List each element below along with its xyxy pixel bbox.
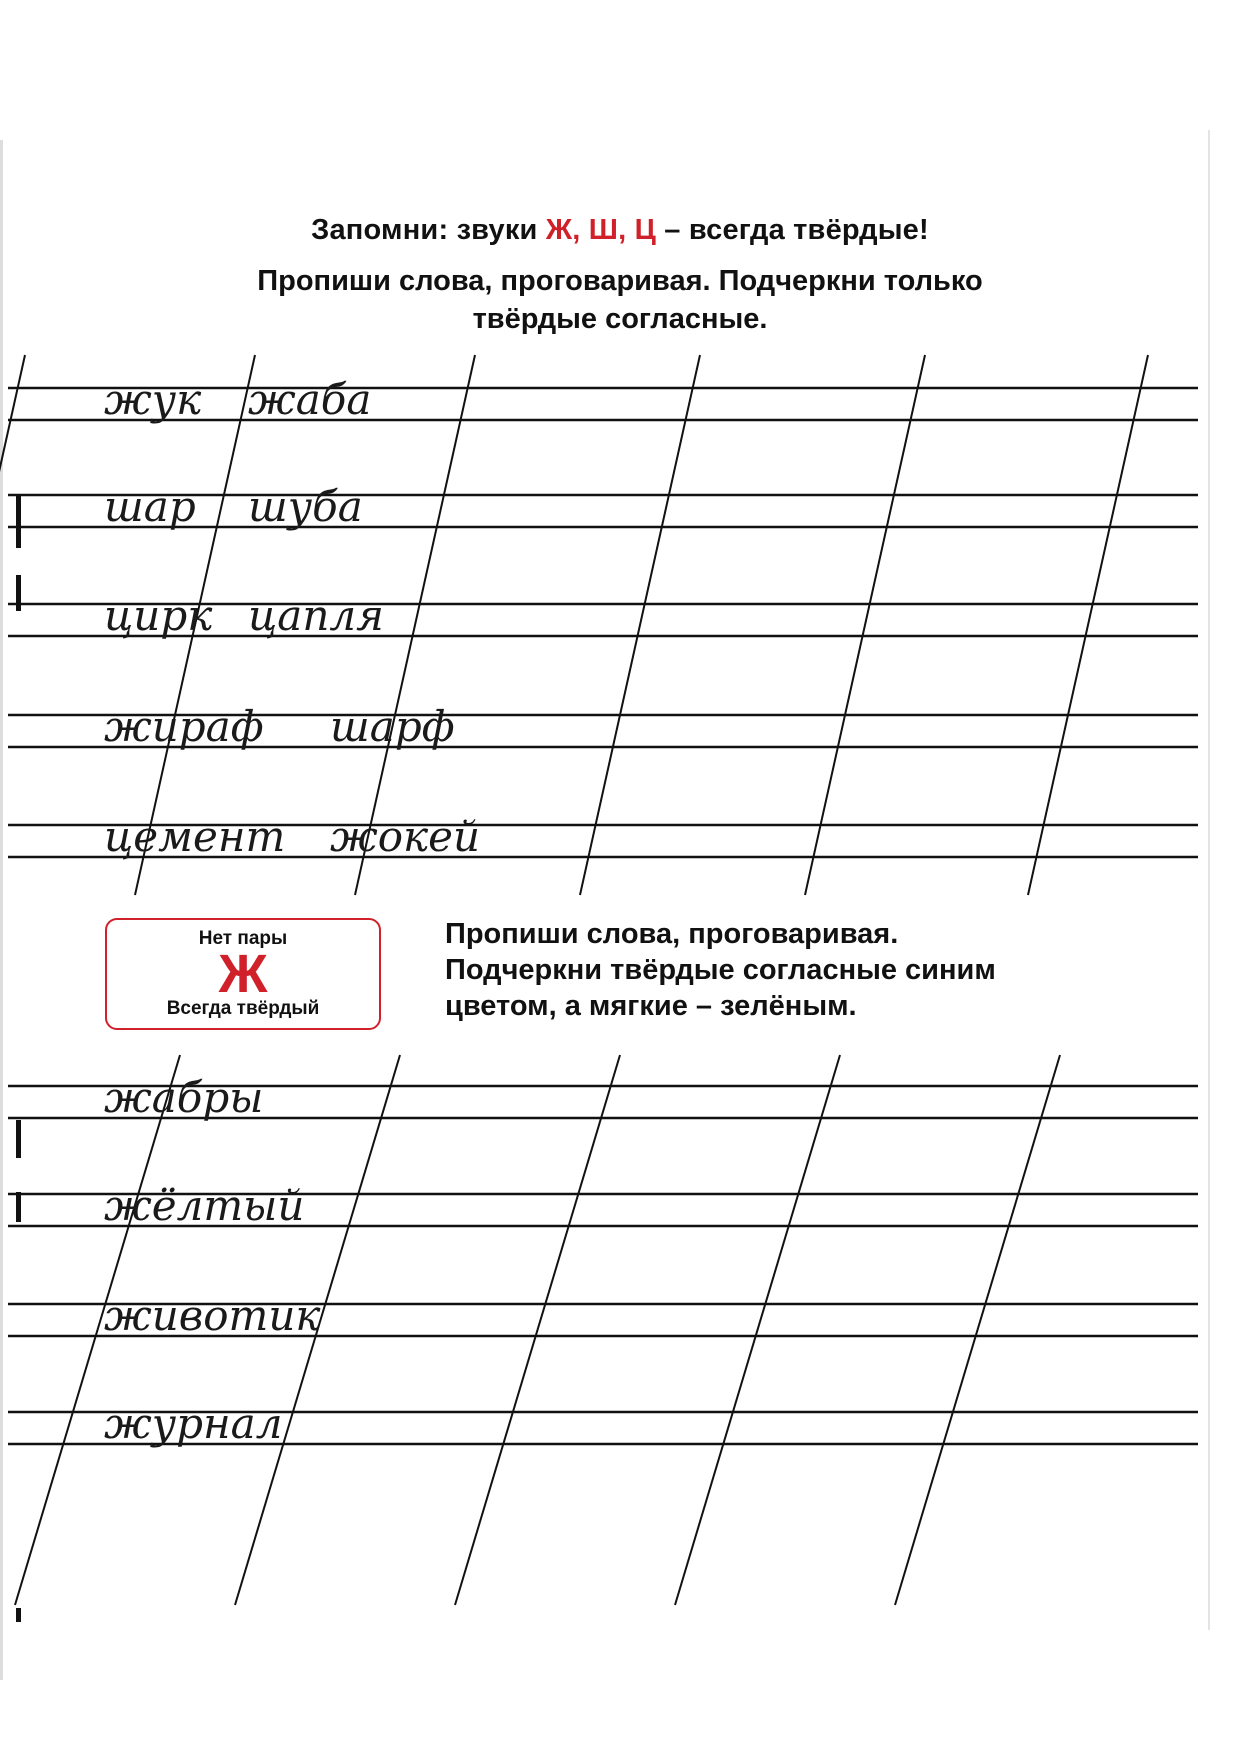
slant-line <box>675 1055 840 1605</box>
handwritten-word: жаба <box>248 375 372 424</box>
margin-mark <box>16 1608 21 1622</box>
rule-box-letter: Ж <box>218 944 268 1004</box>
task2-line2: Подчеркни твёрдые согласные синим <box>445 954 996 986</box>
handwritten-word: цирк <box>104 591 213 640</box>
task2-instruction <box>445 916 1165 1024</box>
margin-mark <box>16 1192 21 1222</box>
section1-handwriting <box>104 375 480 861</box>
slant-line <box>1028 355 1148 895</box>
slant-line <box>0 355 25 895</box>
handwritten-word: жабры <box>104 1073 264 1122</box>
handwritten-word: животик <box>104 1291 321 1340</box>
section2-handwriting <box>104 1073 321 1448</box>
slant-line <box>455 1055 620 1605</box>
header-red-letters: Ж, Ш, Ц <box>545 214 656 246</box>
margin-mark <box>16 575 21 611</box>
handwritten-word: шуба <box>248 482 363 531</box>
slant-line <box>805 355 925 895</box>
handwritten-word: жук <box>104 375 202 424</box>
slant-line <box>895 1055 1060 1605</box>
rule-box-bottom: Всегда твёрдый <box>166 998 320 1019</box>
handwritten-word: шар <box>104 482 196 531</box>
task2-line3: цветом, а мягкие – зелёным. <box>445 990 857 1022</box>
handwritten-word: шарф <box>330 702 455 751</box>
handwritten-word: цапля <box>248 591 384 640</box>
task1-line1: Пропиши слова, проговаривая. Подчеркни только <box>257 265 983 297</box>
margin-mark <box>16 496 21 548</box>
task2-line1: Пропиши слова, проговаривая. <box>445 918 899 950</box>
margin-mark <box>16 1120 21 1158</box>
rule-box <box>105 918 381 1030</box>
section2-rulings <box>8 1086 1198 1444</box>
rule-box-top: Нет пары <box>198 928 288 949</box>
header-suffix: – всегда твёрдые! <box>655 214 929 246</box>
handwritten-word: жёлтый <box>104 1181 305 1230</box>
slant-line <box>580 355 700 895</box>
handwritten-word: журнал <box>104 1399 283 1448</box>
task1-line2: твёрдые согласные. <box>472 303 768 335</box>
handwritten-word: цемент <box>104 812 286 861</box>
handwritten-word: жираф <box>104 702 264 751</box>
header-prefix: Запомни: звуки <box>311 214 546 246</box>
handwritten-word: жокей <box>330 812 481 861</box>
